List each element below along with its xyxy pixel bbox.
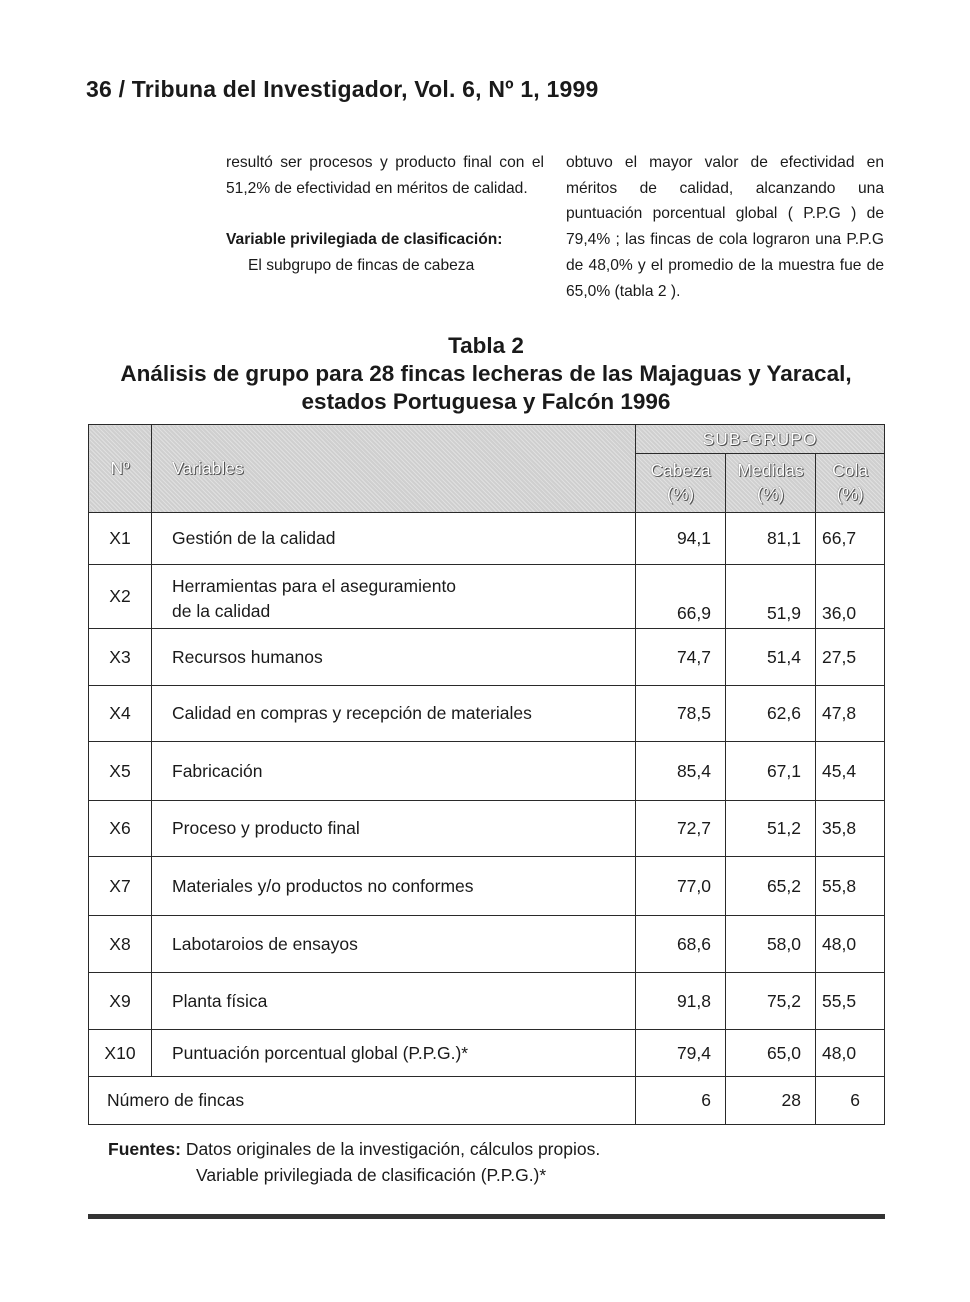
row-variable: Calidad en compras y recepción de materiales (152, 686, 636, 742)
right-paragraph: obtuvo el mayor valor de efectividad en méritos de calidad, alcanzando una puntuación porcentual global ( P.P.G ) de 79,4% ; las fincas de cola lograron una P.P.G de 48,0% y el promedio de la muestra fue de 65,0% (tabla 2 ). (566, 154, 884, 300)
row-variable: Proceso y producto final (152, 801, 636, 857)
table-row (89, 513, 885, 565)
header-medidas (726, 454, 816, 513)
row-variable-line-1: Herramientas para el aseguramiento (172, 576, 457, 596)
table-row (89, 565, 885, 629)
row-num: X9 (89, 973, 152, 1030)
total-row (89, 1077, 885, 1125)
row-cabeza: 74,7 (636, 629, 726, 686)
row-variable: Recursos humanos (152, 629, 636, 686)
row-num: X1 (89, 513, 152, 565)
sources-note (108, 1136, 600, 1188)
row-variable: Fabricación (152, 742, 636, 801)
row-cabeza: 78,5 (636, 686, 726, 742)
row-variable: Labotaroios de ensayos (152, 916, 636, 973)
table-row (89, 629, 885, 686)
row-medidas: 81,1 (726, 513, 816, 565)
row-medidas: 75,2 (726, 973, 816, 1030)
row-variable: Planta física (152, 973, 636, 1030)
row-medidas: 62,6 (726, 686, 816, 742)
sources-line-1: Datos originales de la investigación, cálculos propios. (185, 1139, 601, 1159)
header-cola-label: Cola (832, 460, 868, 480)
row-medidas: 51,2 (726, 801, 816, 857)
table-row (89, 686, 885, 742)
table-row (89, 973, 885, 1030)
row-cola: 66,7 (816, 513, 885, 565)
row-cola: 48,0 (816, 1030, 885, 1077)
row-cola: 27,5 (816, 629, 885, 686)
sources-line-2: Variable privilegiada de clasificación (P.P.G.)* (196, 1165, 547, 1185)
header-cabeza-label: Cabeza (650, 460, 711, 480)
row-num: X6 (89, 801, 152, 857)
row-cabeza: 91,8 (636, 973, 726, 1030)
row-variable: Materiales y/o productos no conformes (152, 857, 636, 916)
running-head: 36 / Tribuna del Investigador, Vol. 6, Nº 1, 1999 (86, 76, 599, 102)
header-cola (816, 454, 885, 513)
header-cola-unit: (%) (836, 484, 864, 504)
row-cola: 35,8 (816, 801, 885, 857)
row-variable: Gestión de la calidad (152, 513, 636, 565)
row-cola: 48,0 (816, 916, 885, 973)
row-num: X2 (89, 565, 152, 629)
row-medidas: 67,1 (726, 742, 816, 801)
header-num: Nº (89, 425, 152, 513)
header-cabeza-unit: (%) (666, 484, 695, 504)
row-cola: 45,4 (816, 742, 885, 801)
row-cabeza: 72,7 (636, 801, 726, 857)
total-cola: 6 (816, 1077, 885, 1125)
row-medidas: 65,2 (726, 857, 816, 916)
row-cabeza: 85,4 (636, 742, 726, 801)
total-cabeza: 6 (636, 1077, 726, 1125)
table-title (86, 332, 886, 416)
left-subheading: Variable privilegiada de clasificación: (226, 231, 503, 249)
sources-label: Fuentes: (108, 1139, 181, 1159)
table-row (89, 801, 885, 857)
header-cabeza (636, 454, 726, 513)
header-subgroup: SUB-GRUPO (636, 425, 885, 454)
header-medidas-unit: (%) (756, 484, 785, 504)
row-cola: 55,5 (816, 973, 885, 1030)
table-row (89, 857, 885, 916)
table-row (89, 1030, 885, 1077)
table-row (89, 916, 885, 973)
results-table (88, 424, 885, 1125)
left-paragraph-2: El subgrupo de fincas de cabeza (248, 257, 475, 275)
row-variable (152, 565, 636, 629)
header-medidas-label: Medidas (737, 460, 804, 480)
row-cabeza: 68,6 (636, 916, 726, 973)
row-cabeza: 66,9 (636, 565, 726, 629)
row-cola: 47,8 (816, 686, 885, 742)
left-column (226, 150, 544, 279)
total-label: Número de fincas (89, 1077, 636, 1125)
row-cabeza: 77,0 (636, 857, 726, 916)
row-num: X4 (89, 686, 152, 742)
table-number: Tabla 2 (448, 333, 524, 358)
table-row (89, 742, 885, 801)
header-variables: Variables (152, 425, 636, 513)
row-cabeza: 79,4 (636, 1030, 726, 1077)
row-variable-line-2: de la calidad (172, 601, 271, 621)
row-num: X10 (89, 1030, 152, 1077)
right-column (566, 150, 884, 304)
row-num: X5 (89, 742, 152, 801)
row-cola: 36,0 (816, 565, 885, 629)
row-medidas: 51,4 (726, 629, 816, 686)
row-medidas: 51,9 (726, 565, 816, 629)
left-paragraph-1: resultó ser procesos y producto final con el 51,2% de efectividad en méritos de calidad. (226, 154, 544, 197)
bottom-rule (88, 1214, 885, 1219)
row-num: X7 (89, 857, 152, 916)
row-num: X3 (89, 629, 152, 686)
row-cabeza: 94,1 (636, 513, 726, 565)
row-variable: Puntuación porcentual global (P.P.G.)* (152, 1030, 636, 1077)
total-medidas: 28 (726, 1077, 816, 1125)
table-header (89, 425, 885, 513)
table-caption-line-2: estados Portuguesa y Falcón 1996 (301, 389, 671, 414)
row-medidas: 58,0 (726, 916, 816, 973)
row-num: X8 (89, 916, 152, 973)
row-medidas: 65,0 (726, 1030, 816, 1077)
row-cola: 55,8 (816, 857, 885, 916)
table-caption-line-1: Análisis de grupo para 28 fincas lecheras de las Majaguas y Yaracal, (120, 361, 852, 386)
